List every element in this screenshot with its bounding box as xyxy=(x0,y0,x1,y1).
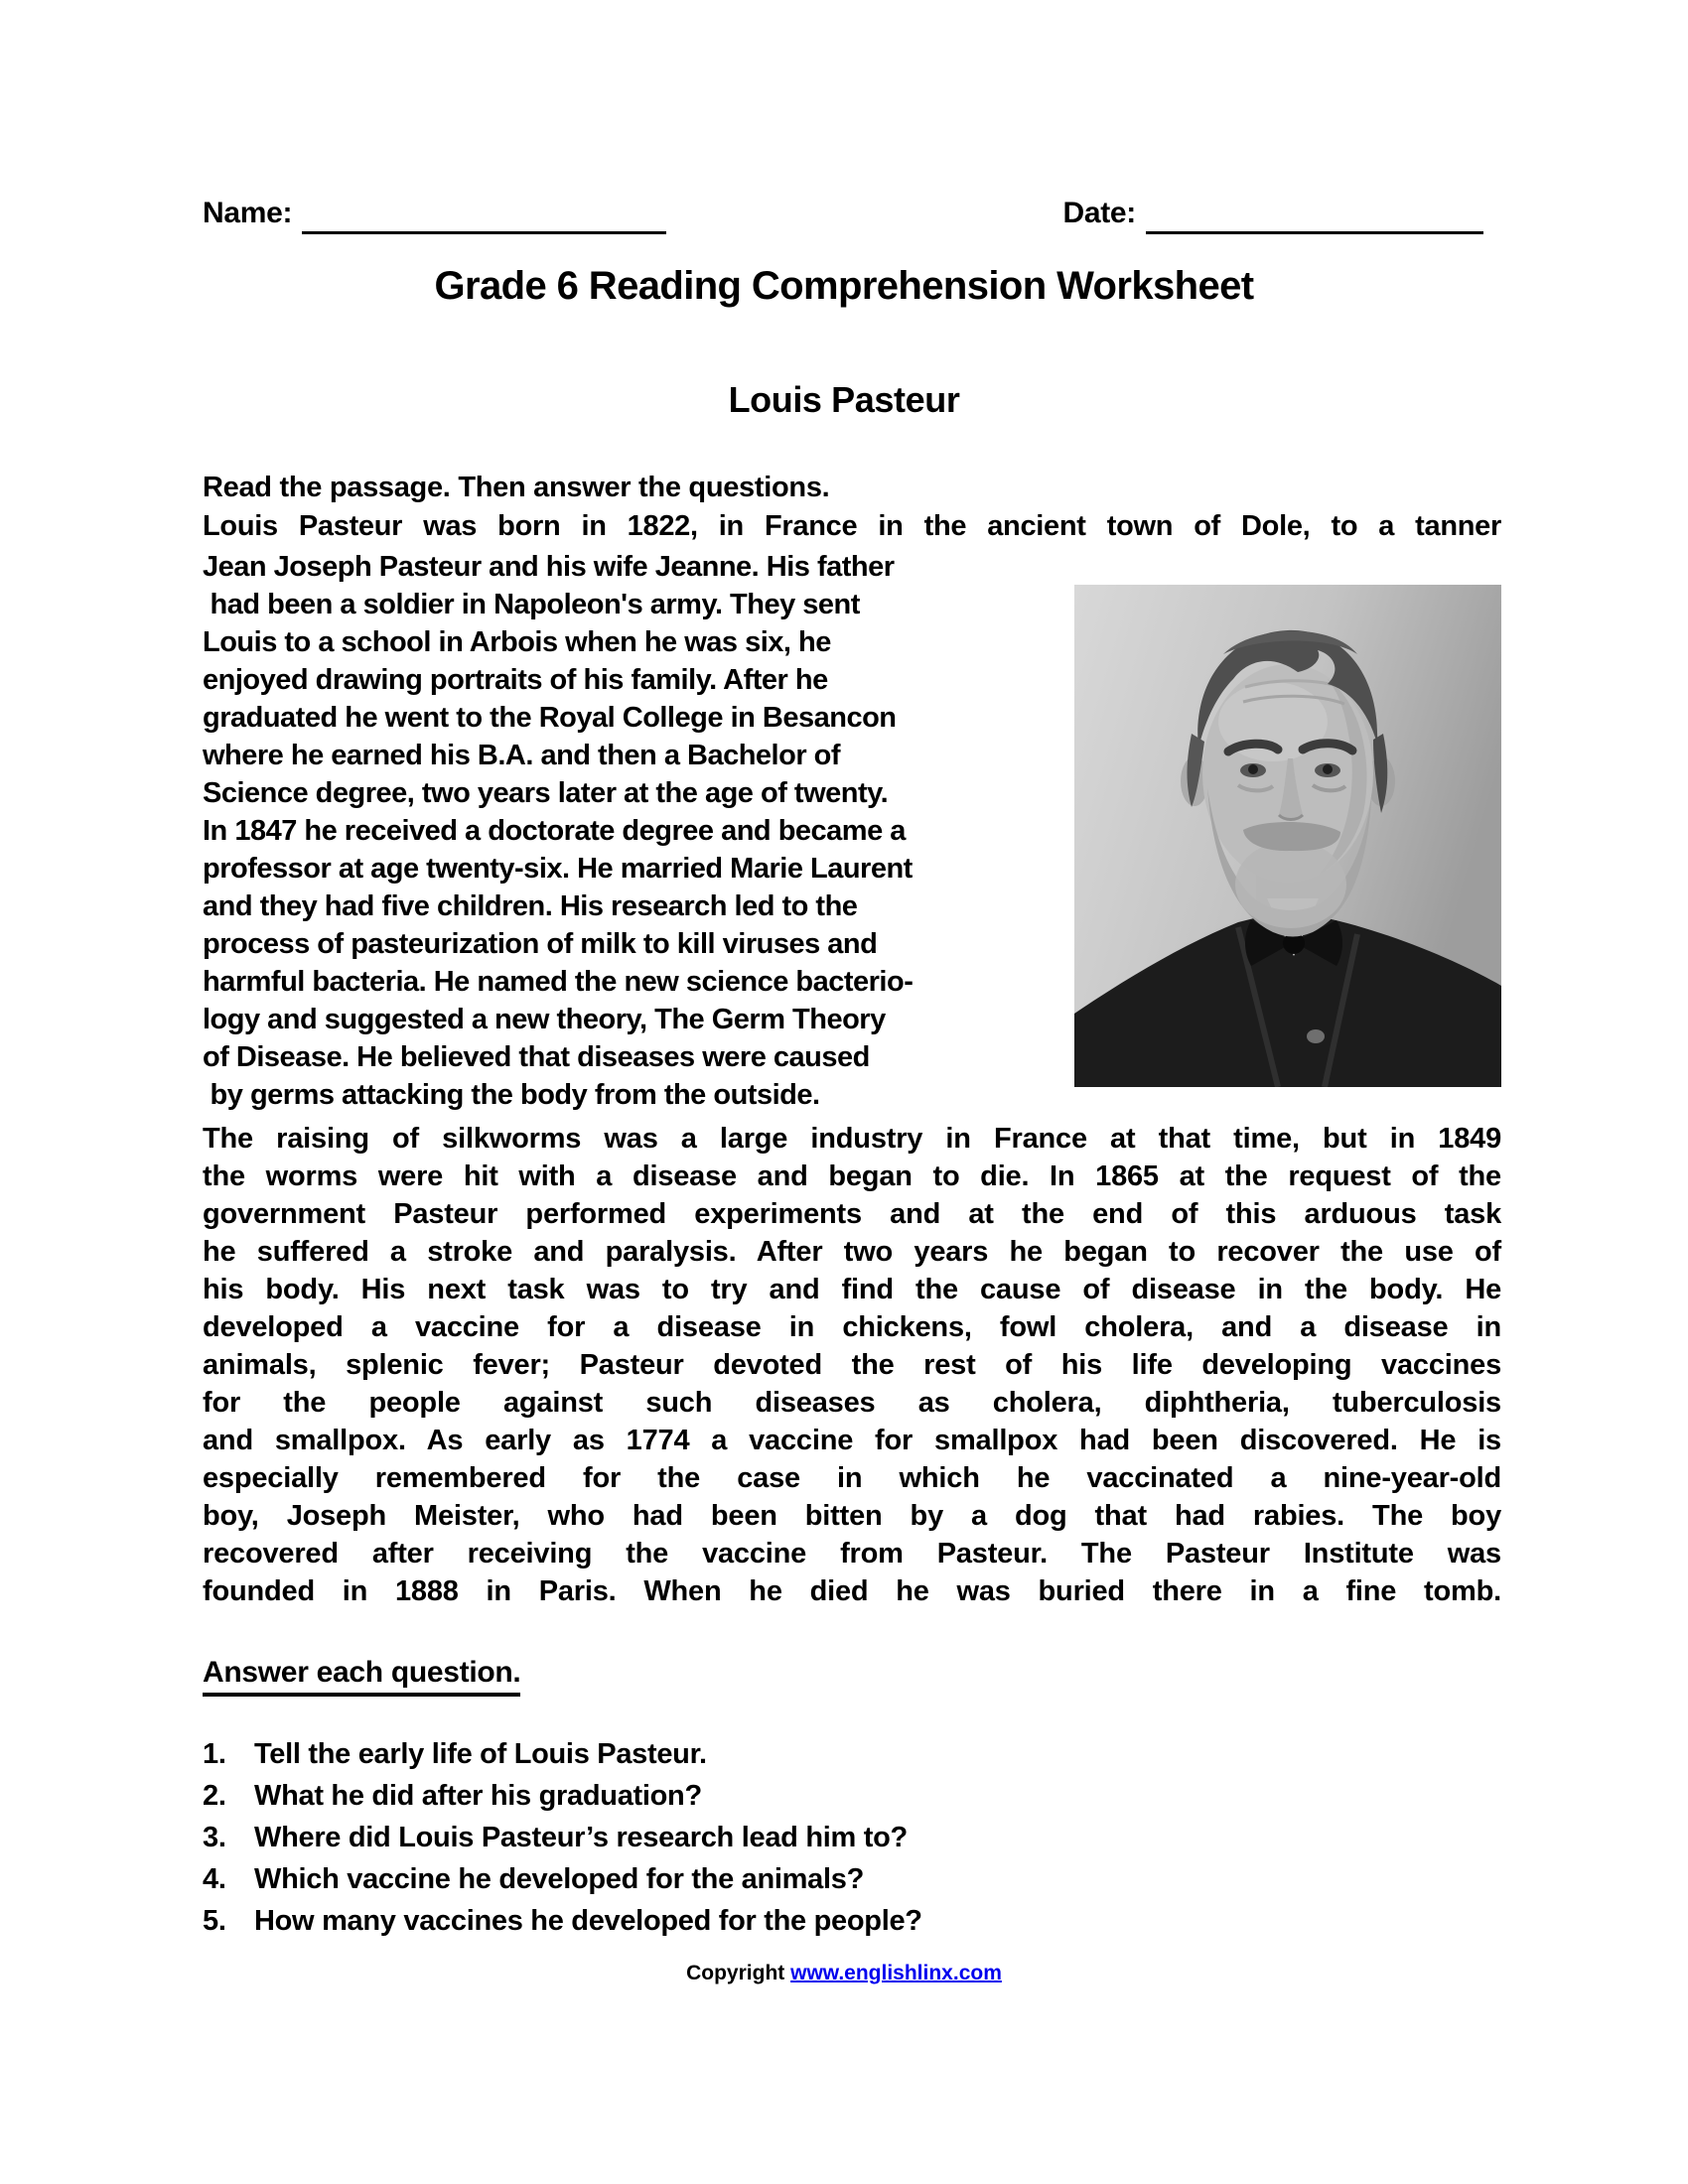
question-number: 4. xyxy=(203,1863,226,1895)
question-number: 1. xyxy=(203,1738,226,1770)
question-item xyxy=(203,1777,1501,1815)
passage-wrap-region xyxy=(203,548,1501,1114)
passage-line: by germs attacking the body from the outside. xyxy=(203,1079,820,1111)
passage-line: process of pasteurization of milk to kill viruses and xyxy=(203,928,878,960)
passage-line: developed a vaccine for a disease in chickens, fowl cholera, and a disease in xyxy=(203,1311,1501,1343)
copyright-label: Copyright xyxy=(686,1962,785,1984)
passage-line: boy, Joseph Meister, who had been bitten by a dog that had rabies. The boy xyxy=(203,1500,1501,1532)
question-list xyxy=(203,1735,1501,1944)
passage-intro-line: Louis Pasteur was born in 1822, in France in the ancient town of Dole, to a tanner xyxy=(203,510,1501,542)
answer-section-heading xyxy=(203,1656,520,1697)
englishlinx-link[interactable]: www.englishlinx.com xyxy=(790,1962,1002,1984)
passage-line: had been a soldier in Napoleon's army. They sent xyxy=(203,589,860,620)
passage-line: recovered after receiving the vaccine from Pasteur. The Pasteur Institute was xyxy=(203,1538,1501,1570)
passage-line: enjoyed drawing portraits of his family. After he xyxy=(203,664,828,696)
question-text: Tell the early life of Louis Pasteur. xyxy=(254,1738,707,1770)
passage-line: animals, splenic fever; Pasteur devoted the rest of his life developing vaccines xyxy=(203,1349,1501,1381)
date-blank-line xyxy=(1146,197,1483,234)
question-number: 3. xyxy=(203,1822,226,1853)
date-group xyxy=(1062,197,1483,234)
passage-line: Science degree, two years later at the age of twenty. xyxy=(203,777,889,809)
name-blank-line xyxy=(302,197,666,234)
passage-line: he suffered a stroke and paralysis. After two years he began to recover the use of xyxy=(203,1236,1501,1268)
question-number: 2. xyxy=(203,1780,226,1812)
question-text: What he did after his graduation? xyxy=(254,1780,702,1812)
passage-justified-paragraph xyxy=(203,1120,1501,1610)
passage-line: and they had five children. His research led to the xyxy=(203,890,858,922)
question-item xyxy=(203,1735,1501,1773)
passage-line: and smallpox. As early as 1774 a vaccine for smallpox had been discovered. He is xyxy=(203,1425,1501,1456)
answer-heading-text: Answer each question. xyxy=(203,1656,520,1697)
question-item xyxy=(203,1819,1501,1856)
copyright-line xyxy=(0,1962,1688,1985)
passage-line: professor at age twenty-six. He married Marie Laurent xyxy=(203,853,913,885)
question-text: Which vaccine he developed for the animals? xyxy=(254,1863,864,1895)
name-date-row xyxy=(203,197,1483,234)
question-item xyxy=(203,1860,1501,1898)
passage-line: Louis to a school in Arbois when he was six, he xyxy=(203,626,831,658)
passage-line: government Pasteur performed experiments and at the end of this arduous task xyxy=(203,1198,1501,1230)
passage-line: for the people against such diseases as cholera, diphtheria, tuberculosis xyxy=(203,1387,1501,1419)
passage-line: his body. His next task was to try and find the cause of disease in the body. He xyxy=(203,1274,1501,1305)
passage-line: In 1847 he received a doctorate degree and became a xyxy=(203,815,906,847)
date-label: Date: xyxy=(1062,197,1136,229)
name-group xyxy=(203,197,666,234)
name-label: Name: xyxy=(203,197,293,229)
passage-line: logy and suggested a new theory, The Germ Theory xyxy=(203,1004,886,1035)
question-text: Where did Louis Pasteur’s research lead him to? xyxy=(254,1822,908,1853)
question-number: 5. xyxy=(203,1905,226,1937)
passage-line: harmful bacteria. He named the new science bacterio- xyxy=(203,966,914,998)
passage-title: Louis Pasteur xyxy=(728,379,960,420)
portrait-photo-graphic xyxy=(1074,585,1501,1087)
passage-line: founded in 1888 in Paris. When he died he was buried there in a fine tomb. xyxy=(203,1575,1501,1607)
louis-pasteur-portrait xyxy=(1074,585,1501,1087)
passage-line: graduated he went to the Royal College in Besancon xyxy=(203,702,897,734)
passage-line: Jean Joseph Pasteur and his wife Jeanne. His father xyxy=(203,551,895,583)
passage-line: of Disease. He believed that diseases were caused xyxy=(203,1041,870,1073)
passage-wrap-column xyxy=(203,548,1070,1114)
instruction-text: Read the passage. Then answer the questions. xyxy=(203,472,830,503)
page-title: Grade 6 Reading Comprehension Worksheet xyxy=(434,264,1254,308)
passage-line: the worms were hit with a disease and began to die. In 1865 at the request of the xyxy=(203,1160,1501,1192)
passage-line: where he earned his B.A. and then a Bachelor of xyxy=(203,740,841,771)
question-text: How many vaccines he developed for the people? xyxy=(254,1905,922,1937)
passage-line: The raising of silkworms was a large industry in France at that time, but in 1849 xyxy=(203,1123,1501,1155)
passage-line: especially remembered for the case in which he vaccinated a nine-year-old xyxy=(203,1462,1501,1494)
question-item xyxy=(203,1902,1501,1940)
